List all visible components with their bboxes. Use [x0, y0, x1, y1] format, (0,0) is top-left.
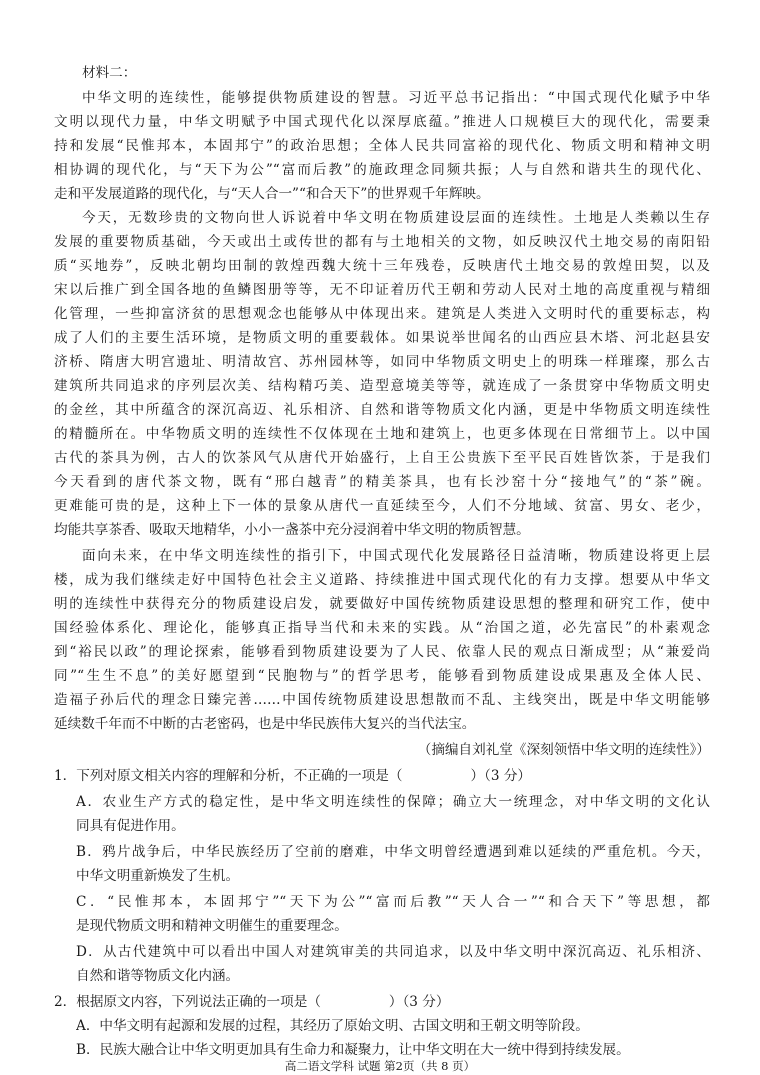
- paragraph-line: 国经验体系化、理论化，能够真正指导当代和未来的实践。从“治国之道，必先富民”的朴素观念: [54, 620, 710, 636]
- paragraph-line: 建筑所共同追求的序列层次美、结构精巧美、造型意境美等等，就连成了一条贯穿中华物质文明史: [54, 378, 710, 394]
- paragraph-line: 均能共享茶香、吸取天地精华，小小一盏茶中充分浸润着中华文明的物质智慧。: [54, 522, 530, 538]
- paragraph-line: 化管理，一些抑富济贫的思想观念也能够从中体现出来。建筑是人类进入文明时代的重要标志，构: [54, 306, 710, 322]
- paragraph-line: 文明以现代力量，中华文明赋予中国式现代化以深厚底蕴。”推进人口规模巨大的现代化，需要秉: [54, 114, 710, 130]
- paragraph-line: 楼，成为我们继续走好中国特色社会主义道路、持续推进中国式现代化的有力支撑。想要从中华文: [54, 572, 710, 588]
- paragraph-line: 延续数千年而不中断的古老密码，也是中华民族伟大复兴的当代法宝。: [54, 716, 476, 732]
- option-d-cont: 自然和谐等物质文化内涵。: [76, 968, 240, 984]
- paragraph-line: 相协调的现代化，与“天下为公”“富而后教”的施政理念同频共振；人与自然和谐共生的现代化、: [54, 162, 710, 178]
- paragraph-line: 济桥、隋唐大明宫遗址、明清故宫、苏州园林等，如同中华物质文明史上的明珠一样璀璨，那么古: [54, 354, 710, 370]
- paragraph-line: 走和平发展道路的现代化，与“天人合一”“和合天下”的世界观千年辉映。: [54, 186, 490, 202]
- page-footer: 高二语文学科 试题 第2页（共 8 页）: [284, 1059, 476, 1073]
- paragraph-line: 今天看到的唐代茶文物，既有“邢白越青”的精美茶具，也有长沙窑十分“接地气”的“茶”碗。: [54, 474, 710, 490]
- option-c-cont: 是现代物质文明和精神文明催生的重要理念。: [76, 918, 348, 934]
- paragraph-line: 今天，无数珍贵的文物向世人诉说着中华文明在物质建设层面的连续性。土地是人类赖以生存: [82, 210, 710, 226]
- paragraph-line: 发展的重要物质基础，今天或出土或传世的都有与土地相关的文物，如反映汉代土地交易的南阳铅: [54, 234, 710, 250]
- paragraph-line: 质“买地券”，反映北朝均田制的敦煌西魏大统十三年残卷，反映唐代土地交易的敦煌田契，以及: [54, 258, 710, 274]
- paragraph-line: 古代的茶具为例，古人的饮茶风气从唐代开始盛行，上自王公贵族下至平民百姓皆饮茶，于是我们: [54, 450, 710, 466]
- paragraph-line: 造福子孙后代的理念日臻完善……中国传统物质建设思想散而不乱、主线突出，既是中华文明能够: [54, 692, 710, 708]
- option-a: A．中华文明有起源和发展的过程，其经历了原始文明、古国文明和王朝文明等阶段。: [76, 1018, 589, 1034]
- question-2-stem: 2．根据原文内容，下列说法正确的一项是（ ）（3 分）: [54, 994, 450, 1010]
- option-d: D．从古代建筑中可以看出中国人对建筑审美的共同追求，以及中华文明中深沉高迈、礼乐相济、: [76, 944, 710, 960]
- paragraph-line: 持和发展“民惟邦本，本固邦宁”的政治思想；全体人民共同富裕的现代化、物质文明和精神文明: [54, 138, 710, 154]
- paragraph-line: 更难能可贵的是，这种上下一体的景象从唐代一直延续至今，人们不分地域、贫富、男女、老少，: [54, 498, 710, 514]
- option-b: B．民族大融合让中华文明更加具有生命力和凝聚力，让中华文明在大一统中得到持续发展。: [76, 1042, 630, 1058]
- option-b-cont: 中华文明重新焕发了生机。: [76, 868, 240, 884]
- option-a: A．农业生产方式的稳定性，是中华文明连续性的保障；确立大一统理念，对中华文明的文化认: [76, 794, 710, 810]
- paragraph-line: 宋以后推广到全国各地的鱼鳞图册等等，无不印证着历代王朝和劳动人民对土地的高度重视与精细: [54, 282, 710, 298]
- paragraph-line: 中华文明的连续性，能够提供物质建设的智慧。习近平总书记指出：“中国式现代化赋予中华: [82, 90, 710, 106]
- option-a-cont: 同具有促进作用。: [76, 818, 185, 834]
- material-heading: 材料二：: [82, 65, 137, 81]
- source-citation: （摘编自刘礼堂《深刻领悟中华文明的连续性》）: [417, 742, 710, 758]
- paragraph-line: 的金丝，其中所蕴含的深沉高迈、礼乐相济、自然和谐等物质文化内涵，更是中华物质文明连续性: [54, 402, 710, 418]
- paragraph-line: 明的连续性中获得充分的物质建设启发，就要做好中国传统物质建设思想的整理和研究工作，使中: [54, 596, 710, 612]
- option-b: B．鸦片战争后，中华民族经历了空前的磨难，中华文明曾经遭遇到难以延续的严重危机。今天，: [76, 844, 710, 860]
- paragraph-line: 同”“生生不息”的美好愿望到“民胞物与”的哲学思考，能够看到物质建设成果惠及全体人民、: [54, 668, 710, 684]
- option-c: C．“民惟邦本，本固邦宁”“天下为公”“富而后教”“天人合一”“和合天下”等思想，都: [76, 894, 710, 910]
- question-1-stem: 1．下列对原文相关内容的理解和分析，不正确的一项是（ ）（3 分）: [54, 768, 532, 784]
- paragraph-line: 的精髓所在。中华物质文明的连续性不仅体现在土地和建筑上，也更多体现在日常细节上。以中国: [54, 426, 710, 442]
- paragraph-line: 成了人们的主要生活环境，是物质文明的重要载体。如果说举世闻名的山西应县木塔、河北赵县安: [54, 330, 710, 346]
- paragraph-line: 面向未来，在中华文明连续性的指引下，中国式现代化发展路径日益清晰，物质建设将更上层: [82, 548, 710, 564]
- paragraph-line: 到“裕民以政”的理论探索，能够看到物质建设要为了人民、依靠人民的观点日渐成型；从“兼爱尚: [54, 644, 710, 660]
